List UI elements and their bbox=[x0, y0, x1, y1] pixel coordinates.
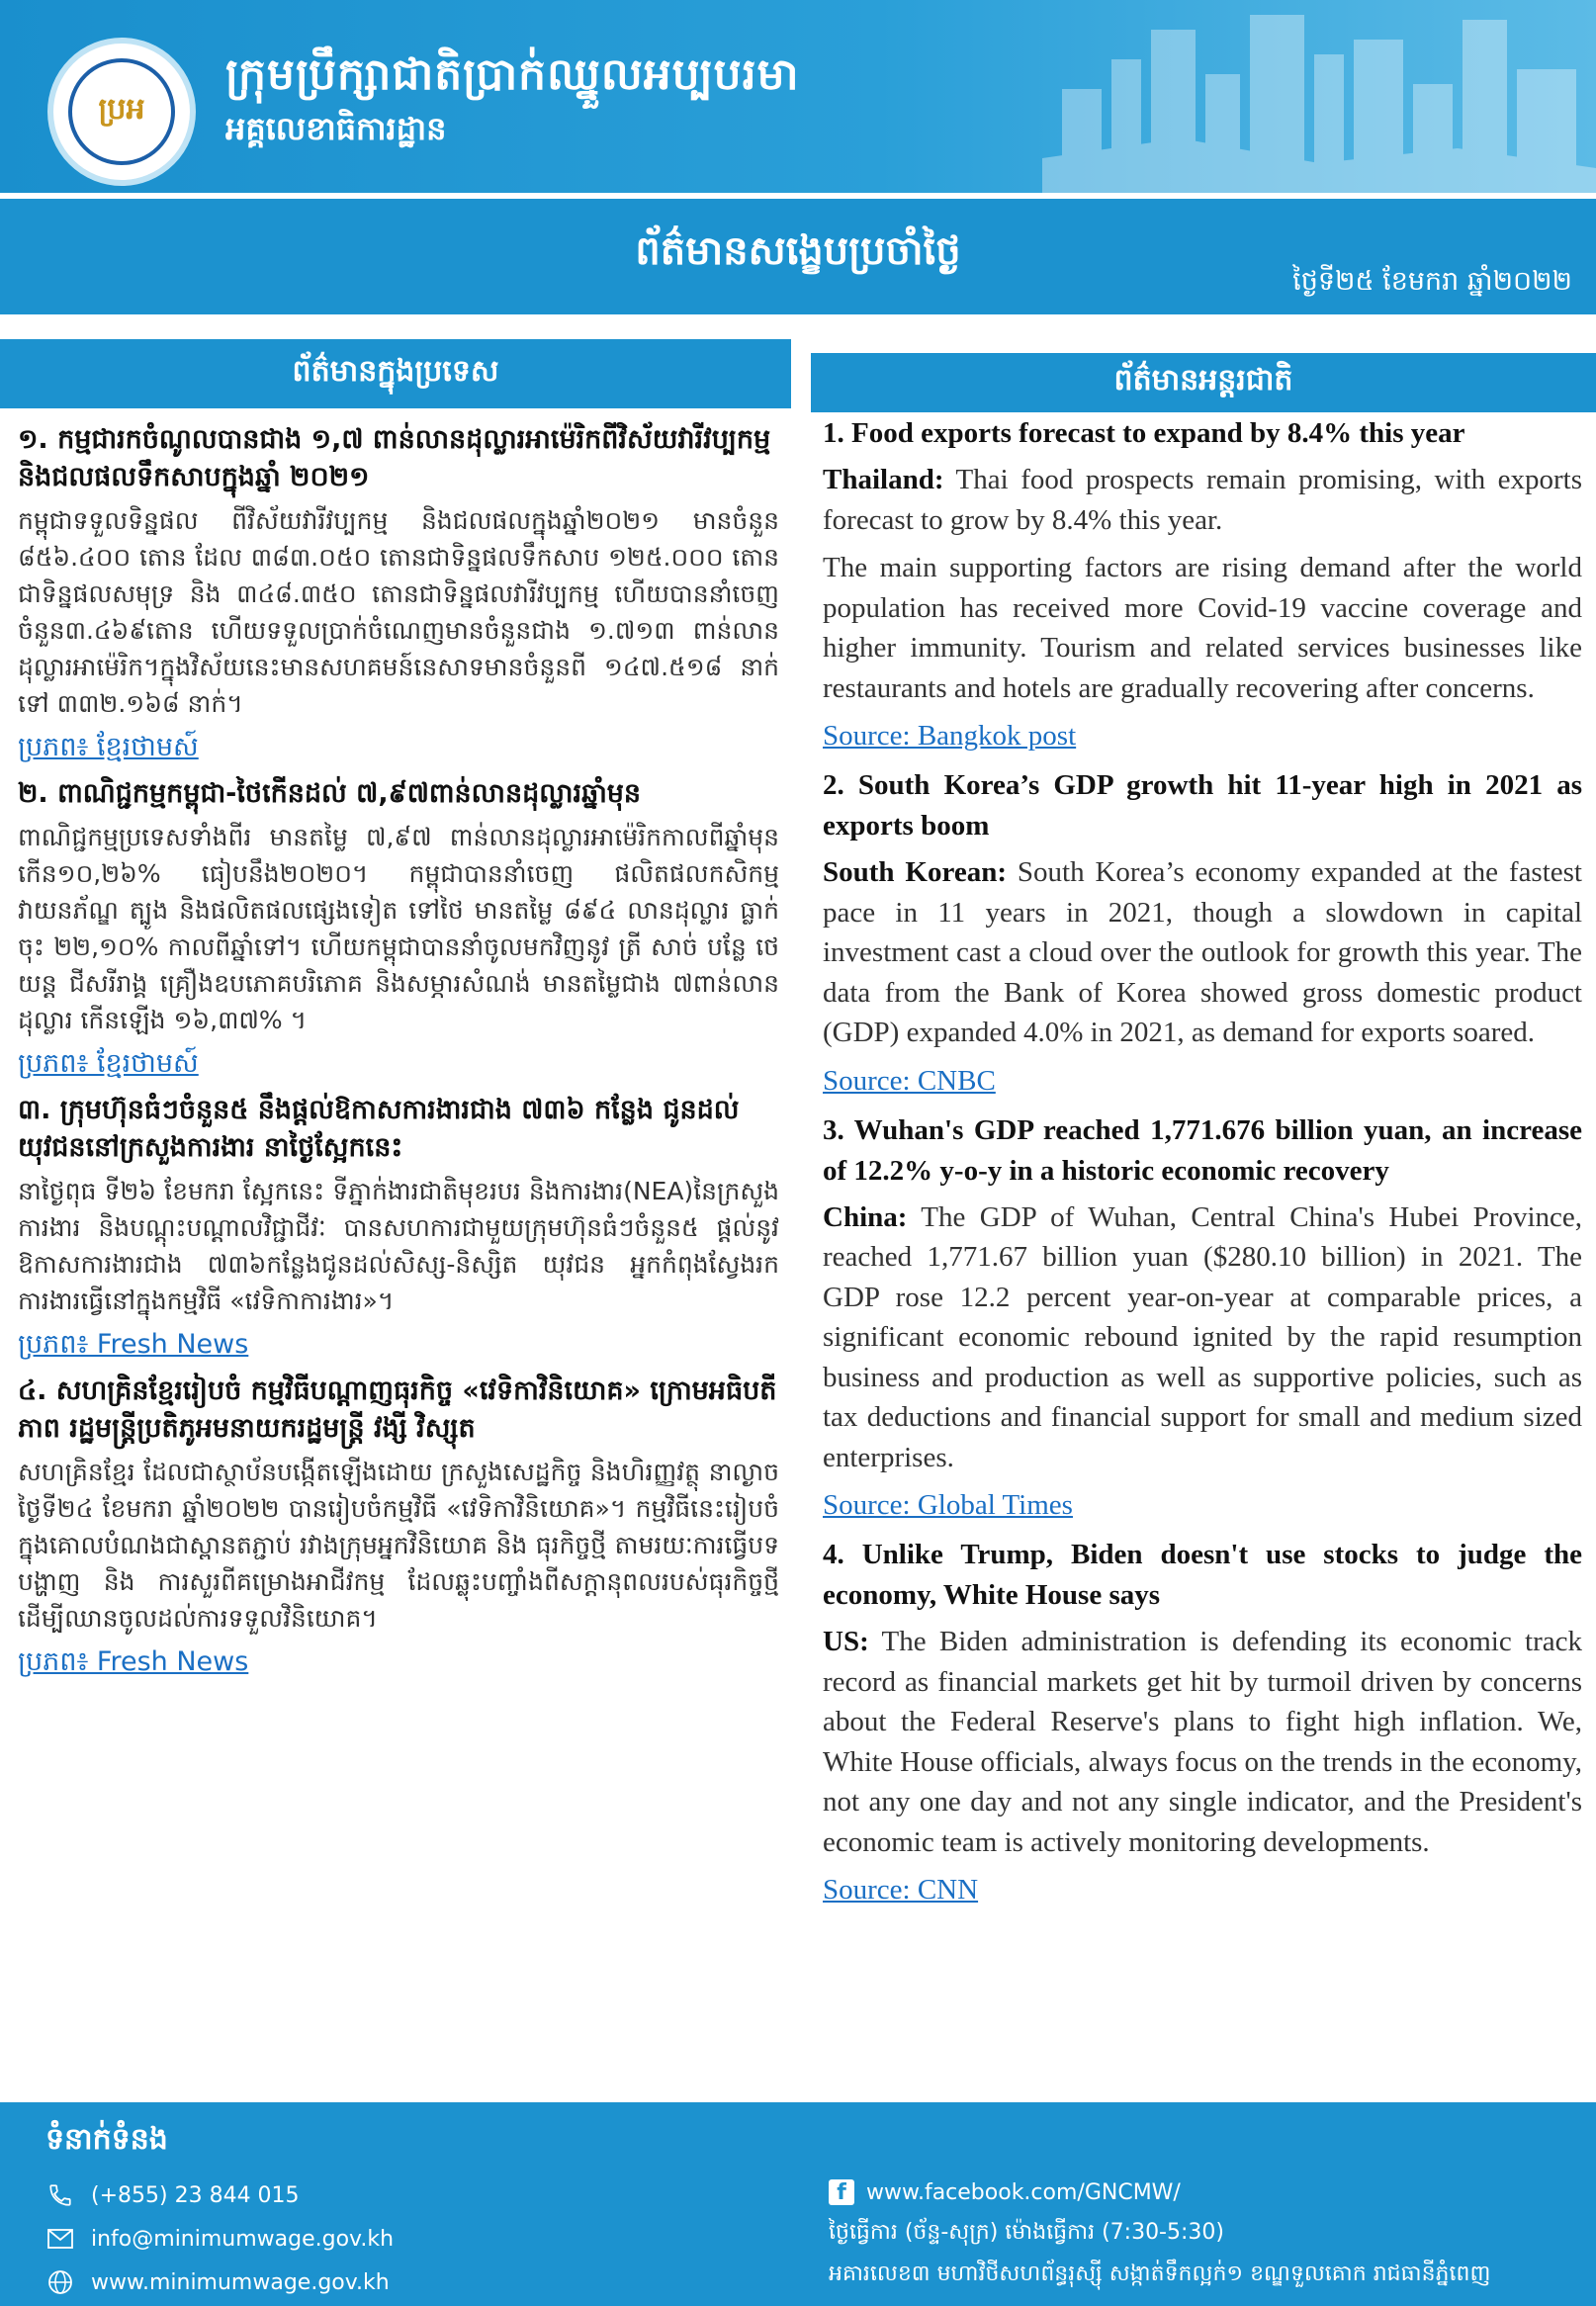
contact-email[interactable] bbox=[45, 2217, 777, 2261]
international-article-body: The main supporting factors are rising demand after the world population has received more Covid-19 vaccine coverage and higher immunity. Tourism and related services businesses like restaurants and hotels are gradually recovering after concerns. bbox=[823, 552, 1582, 704]
domestic-article-title: ២. ពាណិជ្ជកម្មកម្ពុជា-ថៃកើនដល់ ៧,៩៧ពាន់លានដុល្លារឆ្នាំមុន bbox=[18, 778, 642, 809]
article-body-text: The GDP of Wuhan, Central China's Hubei Province, reached 1,771.67 billion yuan ($280.10 billion) in 2021. The GDP rose 12.2 percent year-on-year at comparable prices, a significant economic rebound ignited by the rapid resumption business and production as well as supportive policies, such as tax deductions and financial support for small and medium sized enterprises. bbox=[823, 1200, 1582, 1473]
international-news-column bbox=[823, 413, 1582, 1919]
article-body-text: South Korea’s economy expanded at the fastest pace in 11 years in 2021, though a slowdown in capital investment cast a cloud over the outlook for growth this year. The data from the Bank of Korea showed gross domestic product (GDP) expanded 4.0% in 2021, as demand for exports soared. bbox=[823, 856, 1582, 1048]
working-hours: ថ្ងៃធ្វើការ (ច័ន្ទ-សុក្រ) ម៉ោងធ្វើការ (7:30-5:30) bbox=[829, 2220, 1224, 2245]
domestic-article-source-link[interactable]: ប្រភព៖ Fresh News bbox=[18, 1329, 249, 1360]
international-article-body bbox=[823, 1622, 1582, 1862]
international-article-body bbox=[823, 460, 1582, 540]
contact-block bbox=[45, 2120, 777, 2304]
article-lead-label: US: bbox=[823, 1626, 869, 1657]
email-address: info@minimumwage.gov.kh bbox=[91, 2226, 395, 2252]
contact-phone[interactable] bbox=[45, 2173, 777, 2217]
international-article-title: 3. Wuhan's GDP reached 1,771.676 billion yuan, an increase of 12.2% y-o-y in a historic economic recovery bbox=[823, 1113, 1582, 1187]
international-article-source-link[interactable]: Source: Global Times bbox=[823, 1489, 1073, 1521]
international-article-body bbox=[823, 852, 1582, 1053]
domestic-article-body: នាថ្ងៃពុធ ទី២៦ ខែមករា ស្អែកនេះ ទីភ្នាក់ងារជាតិមុខរបរ និងការងារ(NEA)នៃក្រសួងការងារ និងបណ្ដុះបណ្ដាលវិជ្ជាជីវៈ បានសហការជាមួយក្រុមហ៊ុនធំៗចំនួន៥ ផ្ដល់នូវឱកាសការងារជាង ៧៣៦កន្លែងជូនដល់សិស្ស-និស្សិត យុវជន អ្នកកំពុងស្វែងរកការងារធ្វើនៅក្នុងកម្មវិធី «វេទិកាការងារ»។ bbox=[18, 1177, 779, 1315]
domestic-article-title: ៣. ក្រុមហ៊ុនធំៗចំនួន៥ នឹងផ្ដល់ឱកាសការងារជាង ៧៣៦ កន្លែង ជូនដល់យុវជននៅក្រសួងការងារ នាថ្ងៃស្អែកនេះ bbox=[18, 1095, 740, 1163]
domestic-article-body: ពាណិជ្ជកម្មប្រទេសទាំងពីរ មានតម្លៃ ៧,៩៧ ពាន់លានដុល្លារអាម៉េរិកកាលពីឆ្នាំមុន កើន១០,២៦% ធៀបនឹង២០២០។ កម្ពុជាបាននាំចេញ ផលិតផលកសិកម្ម វាយនភ័ណ្ឌ ត្បូង និងផលិតផលផ្សេងទៀត ទៅថៃ មានតម្លៃ ៨៩៤ លានដុល្លារ ធ្លាក់ចុះ ២២,១០% កាលពីឆ្នាំទៅ។ ហើយកម្ពុជាបាននាំចូលមកវិញនូវ ត្រី សាច់ បន្លែ ថេយន្ត ជីសរីរាង្គ គ្រឿងឧបភោគបរិភោគ និងសម្ភារសំណង់ មានតម្លៃជាង ៧ពាន់លានដុល្លារ កើនឡើង ១៦,៣៧% ។ bbox=[18, 823, 779, 1034]
domestic-article-body: កម្ពុជាទទួលទិន្នផល ពីវិស័យវារីវប្បកម្ម និងជលផលក្នុងឆ្នាំ២០២១ មានចំនួន ៨៥៦.៤០០ តោន ដែល ៣៨៣.០៥០ តោនជាទិន្នផលទឹកសាប ១២៥.០០០ តោនជាទិន្នផលសមុទ្រ និង ៣៤៨.៣៥០ តោនជាទិន្នផលវារីវប្បកម្ម ហើយបាននាំចេញចំនួន៣.៤៦៩តោន ហើយទទួលប្រាក់ចំណេញមានចំនួនជាង ១.៧១៣ ពាន់លានដុល្លារអាម៉េរិក។ក្នុងវិស័យនេះមានសហគមន៍នេសាទមានចំនួនពី ១៤៧.៥១៨ នាក់ ទៅ ៣៣២.១៦៨ នាក់។ bbox=[18, 506, 779, 718]
bulletin-date: ថ្ងៃទី២៥ ខែមករា ឆ្នាំ២០២២ bbox=[1292, 266, 1572, 297]
footer bbox=[0, 2102, 1596, 2306]
article-lead-label: China: bbox=[823, 1200, 908, 1233]
contact-website[interactable] bbox=[45, 2261, 777, 2304]
organization-subtitle: អគ្គលេខាធិការដ្ឋាន bbox=[225, 110, 447, 147]
header-banner bbox=[0, 0, 1596, 314]
facebook-url: www.facebook.com/GNCMW/ bbox=[866, 2179, 1181, 2205]
domestic-news-column bbox=[18, 421, 779, 1690]
article-lead-label: South Korean: bbox=[823, 856, 1007, 888]
international-article-body bbox=[823, 1197, 1582, 1478]
mail-icon bbox=[45, 2224, 75, 2254]
domestic-article-title: ៤. សហគ្រិនខ្មែររៀបចំ កម្មវិធីបណ្ដាញធុរកិច្ច «វេទិកាវិនិយោគ» ក្រោមអធិបតីភាព រដ្ឋមន្ត្រីប្រតិភូអមនាយករដ្ឋមន្ត្រី វង្សី វិស្សុត bbox=[18, 1375, 777, 1444]
facebook-icon: f bbox=[829, 2179, 854, 2205]
international-news-heading: ព័ត៌មានអន្តរជាតិ bbox=[811, 353, 1596, 412]
international-article-source-link[interactable]: Source: CNBC bbox=[823, 1064, 996, 1097]
article-lead-label: Thailand: bbox=[823, 464, 944, 495]
international-article-title: 1. Food exports forecast to expand by 8.4% this year bbox=[823, 417, 1465, 449]
domestic-article-source-link[interactable]: ប្រភព៖ ខ្មែរថាមស៍ bbox=[18, 1048, 199, 1079]
international-article-source-link[interactable]: Source: Bangkok post bbox=[823, 720, 1077, 752]
office-address: អគារលេខ៣ មហាវិថីសហព័ន្ធរុស្ស៊ី សង្កាត់ទឹកល្អក់១ ខណ្ឌទួលគោក រាជធានីភ្នំពេញ bbox=[829, 2262, 1491, 2286]
domestic-news-heading: ព័ត៌មានក្នុងប្រទេស bbox=[0, 339, 791, 408]
contact-title: ទំនាក់ទំនង bbox=[45, 2122, 168, 2157]
globe-icon bbox=[45, 2267, 75, 2297]
logo-emblem: ប្រអ bbox=[68, 58, 175, 165]
footer-info-block bbox=[829, 2172, 1580, 2296]
facebook-link[interactable] bbox=[829, 2172, 1580, 2213]
domestic-article-source-link[interactable]: ប្រភព៖ ខ្មែរថាមស៍ bbox=[18, 732, 199, 762]
domestic-article-source-link[interactable]: ប្រភព៖ Fresh News bbox=[18, 1646, 249, 1677]
article-body-text: The Biden administration is defending its economic track record as financial markets get hit by turmoil driven by concerns about the Federal Reserve's plans to fight high inflation. We, White House officials, always focus on the trends in the economy, not any one day and not any single indicator, and the President's economic team is actively monitoring developments. bbox=[823, 1626, 1582, 1858]
city-skyline-graphic bbox=[1042, 0, 1596, 193]
organization-name: ក្រុមប្រឹក្សាជាតិប្រាក់ឈ្នួលអប្បបរមា bbox=[225, 49, 800, 100]
phone-number: (+855) 23 844 015 bbox=[91, 2182, 300, 2208]
domestic-article-body: សហគ្រិនខ្មែរ ដែលជាស្ថាប័នបង្កើតឡើងដោយ ក្រសួងសេដ្ឋកិច្ច និងហិរញ្ញវត្ថុ នាល្ងាចថ្ងៃទី២៤ ខែមករា ឆ្នាំ២០២២ បានរៀបចំកម្មវិធី «វេទិកាវិនិយោគ»។ កម្មវិធីនេះរៀបចំក្នុងគោលបំណងជាស្ពានតភ្ជាប់ រវាងក្រុមអ្នកវិនិយោគ និង ធុរកិច្ចថ្មី តាមរយៈការធ្វើបទបង្ហាញ និង ការសួរពីគម្រោងអាជីវកម្ម ដែលឆ្លុះបញ្ចាំងពីសក្ដានុពលរបស់ធុរកិច្ចថ្មីដើម្បីឈានចូលដល់ការទទួលវិនិយោគ។ bbox=[18, 1458, 779, 1633]
council-logo bbox=[47, 38, 196, 186]
phone-icon bbox=[45, 2180, 75, 2210]
international-article-source-link[interactable]: Source: CNN bbox=[823, 1874, 979, 1906]
article-body-text: Thai food prospects remain promising, with exports forecast to grow by 8.4% this year. bbox=[823, 464, 1582, 536]
international-article-title: 4. Unlike Trump, Biden doesn't use stocks to judge the economy, White House says bbox=[823, 1539, 1582, 1611]
domestic-article-title: ១. កម្មជារកចំណូលបានជាង ១,៧ ពាន់លានដុល្លារអាម៉េរិកពីវិស័យវារីវប្បកម្ម និងជលផលទឹកសាបក្នុងឆ្នាំ ២០២១ bbox=[18, 424, 771, 492]
website-url: www.minimumwage.gov.kh bbox=[91, 2269, 390, 2295]
international-article-title: 2. South Korea’s GDP growth hit 11-year high in 2021 as exports boom bbox=[823, 769, 1582, 842]
bulletin-title: ព័ត៌មានសង្ខេបប្រចាំថ្ងៃ bbox=[635, 228, 961, 274]
